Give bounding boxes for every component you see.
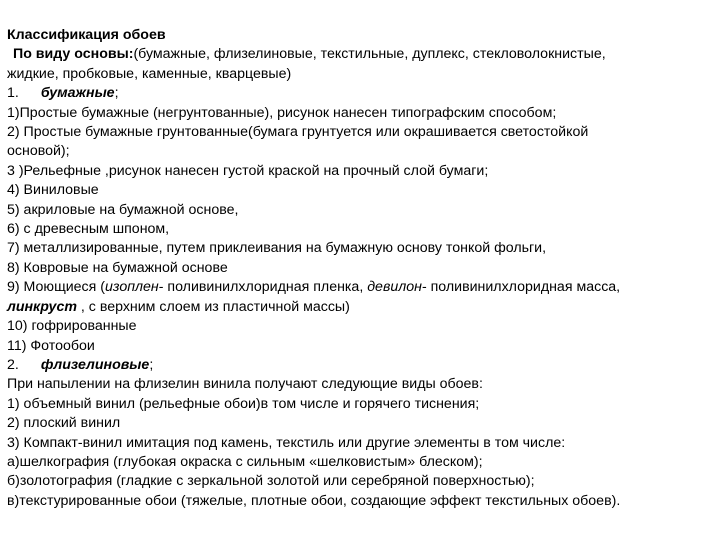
by-type-text-1: (бумажные, флизелиновые, текстильные, дуплекс, стекловолокнистые, xyxy=(133,46,606,63)
washable-line-2 xyxy=(7,298,713,317)
washable-term-izoplen: изоплен xyxy=(105,279,159,296)
document-title: Классификация обоев xyxy=(7,27,166,43)
paper-item: 5) акриловые на бумажной основе, xyxy=(7,201,239,218)
washable-term-devilon: девилон xyxy=(367,279,422,296)
fleece-item: б)золотография (гладкие с зеркальной золотой или серебряной поверхностью); xyxy=(7,473,535,490)
fleece-number: 2. xyxy=(7,356,19,373)
paper-label: бумажные xyxy=(40,85,115,102)
washable-mid-1: - поливинилхлоридная пленка, xyxy=(158,279,368,296)
fleece-item: 3) Компакт-винил имитация под камень, текстиль или другие элементы в том числе: xyxy=(7,434,566,451)
fleece-label: флизелиновые xyxy=(40,356,150,373)
paper-item: 4) Виниловые xyxy=(7,182,99,199)
paper-item: 7) металлизированные, путем приклеивания на бумажную основу тонкой фольги, xyxy=(7,240,547,257)
washable-line-1 xyxy=(7,278,713,297)
fleece-intro: При напылении на флизелин винила получают следующие виды обоев: xyxy=(7,376,483,393)
washable-prefix: 9) Моющиеся ( xyxy=(7,279,105,296)
paper-item: 8) Ковровые на бумажной основе xyxy=(7,259,228,276)
paper-item: 10) гофрированные xyxy=(7,318,137,335)
paper-item: 6) с древесным шпоном, xyxy=(7,221,170,238)
fleece-item: в)текстурированные обои (тяжелые, плотные обои, создающие эффект текстильных обоев). xyxy=(7,492,621,509)
paper-item: основой); xyxy=(7,143,70,160)
by-type-line xyxy=(7,45,713,64)
washable-mid-3: , с верхним слоем из пластичной массы) xyxy=(76,298,350,315)
fleece-heading xyxy=(7,356,713,375)
paper-number: 1. xyxy=(7,85,19,102)
washable-mid-2: - поливинилхлоридная масса, xyxy=(421,279,621,296)
paper-suffix: ; xyxy=(114,85,119,102)
paper-item: 2) Простые бумажные грунтованные(бумага грунтуется или окрашивается светостойкой xyxy=(7,124,589,141)
paper-item: 3 )Рельефные ,рисунок нанесен густой краской на прочный слой бумаги; xyxy=(7,162,489,179)
paper-heading xyxy=(7,84,713,103)
by-type-label: По виду основы: xyxy=(13,46,134,63)
washable-term-linkrust: линкруст xyxy=(7,298,77,315)
fleece-item: 2) плоский винил xyxy=(7,415,121,432)
fleece-suffix: ; xyxy=(149,356,154,373)
document-page xyxy=(7,26,713,511)
by-type-line-2: жидкие, пробковые, каменные, кварцевые) xyxy=(7,65,292,82)
paper-item: 1)Простые бумажные (негрунтованные), рисунок нанесен типографским способом; xyxy=(7,104,557,121)
paper-item: 11) Фотообои xyxy=(7,337,95,354)
fleece-item: 1) объемный винил (рельефные обои)в том числе и горячего тиснения; xyxy=(7,395,480,412)
fleece-item: а)шелкография (глубокая окраска с сильным «шелковистым» блеском); xyxy=(7,453,483,470)
